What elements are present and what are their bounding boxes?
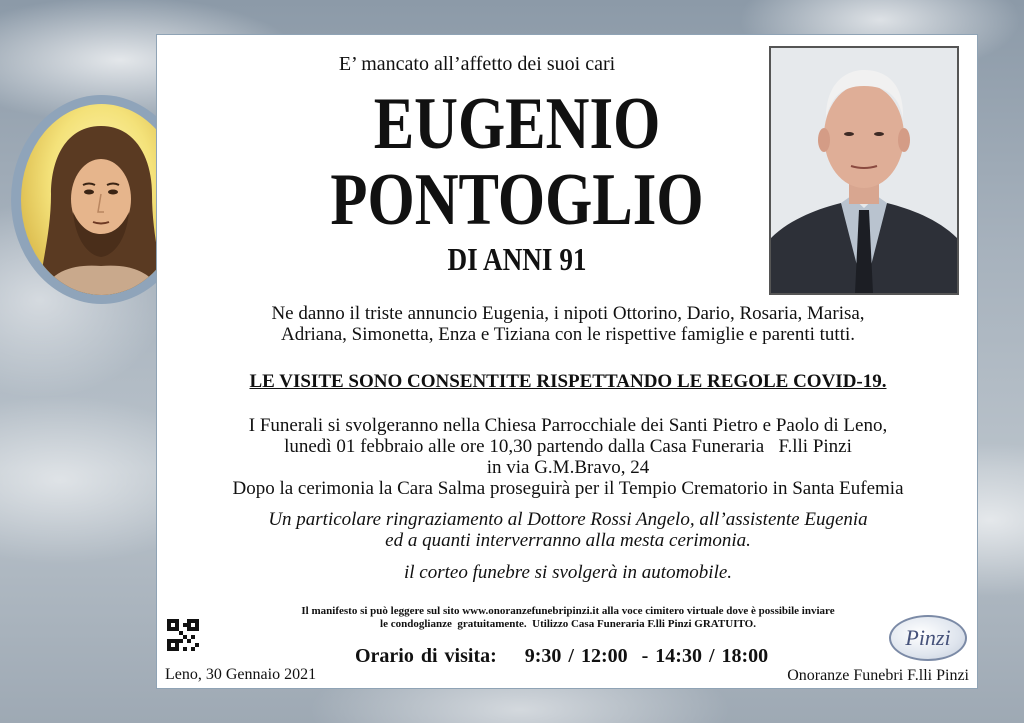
- funeral-line: lunedì 01 febbraio alle ore 10,30 partendo dalla Casa Funeraria F.lli Pinzi: [284, 436, 852, 457]
- procession-note: il corteo funebre si svolgerà in automobile.: [403, 562, 733, 583]
- funeral-line: in via G.M.Bravo, 24: [486, 457, 650, 478]
- announcement-line: Ne danno il triste annuncio Eugenia, i nipoti Ottorino, Dario, Rosaria, Marisa,: [271, 303, 865, 324]
- website-info-line: Il manifesto si può leggere sul sito www.onoranzefunebripinzi.it alla voce cimitero virtuale dove è possibile inviare: [301, 605, 835, 617]
- funeral-details: [157, 415, 979, 499]
- funeral-line: Dopo la cerimonia la Cara Salma proseguirà per il Tempio Crematorio in Santa Eufemia: [232, 478, 904, 499]
- deceased-photo-image: [771, 48, 957, 293]
- deceased-first-name: EUGENIO: [373, 83, 661, 165]
- covid-notice: LE VISITE SONO CONSENTITE RISPETTANDO LE REGOLE COVID-19.: [249, 371, 887, 392]
- funeral-home-name: Onoranze Funebri F.lli Pinzi: [787, 667, 969, 684]
- website-info: [157, 605, 979, 631]
- qr-code-icon[interactable]: [167, 619, 199, 651]
- thanks-line: Un particolare ringraziamento al Dottore Rossi Angelo, all’assistente Eugenia: [268, 509, 868, 530]
- deceased-last-name: PONTOGLIO: [330, 159, 704, 241]
- funeral-home-logo: [889, 615, 967, 661]
- website-info-line: le condoglianze gratuitamente. Utilizzo Casa Funeraria F.lli Pinzi GRATUITO.: [380, 618, 756, 630]
- visiting-hours: [355, 645, 768, 668]
- visiting-hours-label: Orario di visita:: [355, 645, 497, 667]
- deceased-age: DI ANNI 91: [447, 241, 587, 277]
- visiting-hours-value: 9:30 / 12:00 - 14:30 / 18:00: [524, 645, 769, 667]
- funeral-line: I Funerali si svolgeranno nella Chiesa Parrocchiale dei Santi Pietro e Paolo di Leno,: [248, 415, 888, 436]
- thanks-text: [157, 509, 979, 551]
- announcement-text: [157, 303, 979, 345]
- pretitle: E’ mancato all’affetto dei suoi cari: [338, 53, 616, 75]
- logo-text: Pinzi: [905, 625, 951, 650]
- obituary-card: [156, 34, 978, 689]
- thanks-line: ed a quanti interverranno alla mesta cerimonia.: [385, 530, 751, 551]
- announcement-line: Adriana, Simonetta, Enza e Tiziana con le rispettive famiglie e parenti tutti.: [280, 324, 856, 345]
- place-and-date: Leno, 30 Gennaio 2021: [165, 666, 317, 683]
- deceased-photo: [769, 46, 959, 295]
